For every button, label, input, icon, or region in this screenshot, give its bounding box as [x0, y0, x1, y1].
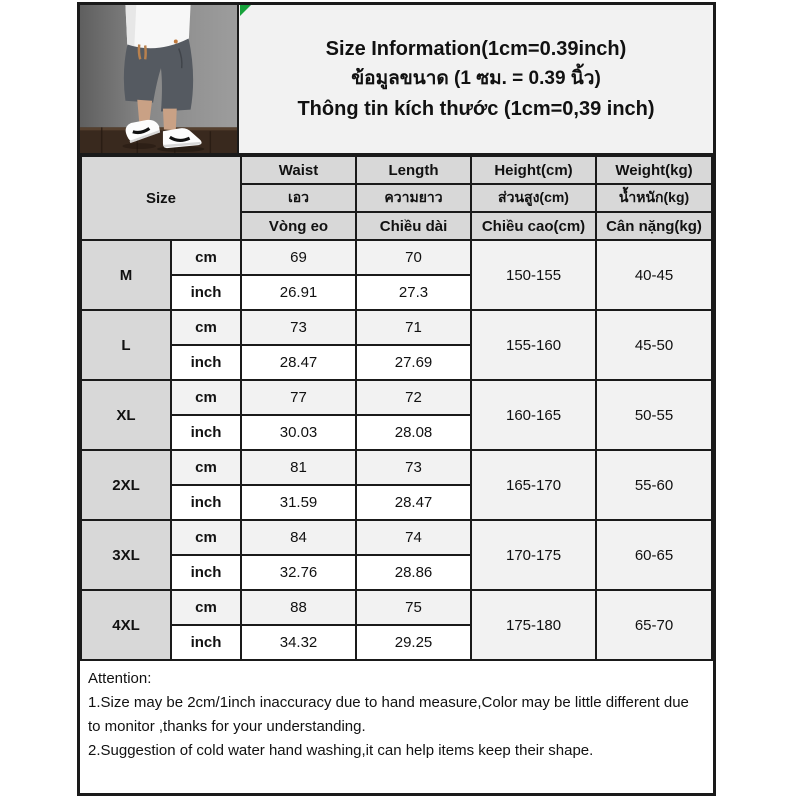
waist-value: 30.03 [241, 415, 356, 450]
col-header-waist-en: Waist [241, 156, 356, 184]
size-column-header: Size [81, 156, 241, 240]
length-value: 72 [356, 380, 471, 415]
length-value: 29.25 [356, 625, 471, 660]
title-english: Size Information(1cm=0.39inch) [325, 38, 627, 60]
height-range: 160-165 [471, 380, 596, 450]
comment-flag-icon [240, 5, 251, 16]
length-value: 27.69 [356, 345, 471, 380]
length-value: 28.08 [356, 415, 471, 450]
length-value: 28.47 [356, 485, 471, 520]
unit-label: inch [171, 345, 241, 380]
waist-value: 69 [241, 240, 356, 275]
length-value: 28.86 [356, 555, 471, 590]
weight-range: 60-65 [596, 520, 712, 590]
col-header-weight-th: น้ำหนัก(kg) [596, 184, 712, 212]
height-range: 150-155 [471, 240, 596, 310]
col-header-length-th: ความยาว [356, 184, 471, 212]
unit-label: cm [171, 520, 241, 555]
unit-label: cm [171, 240, 241, 275]
length-value: 73 [356, 450, 471, 485]
size-label: 3XL [81, 520, 171, 590]
length-value: 75 [356, 590, 471, 625]
height-range: 175-180 [471, 590, 596, 660]
waist-value: 28.47 [241, 345, 356, 380]
col-header-length-vi: Chiều dài [356, 212, 471, 240]
title-vietnamese: Thông tin kích thước (1cm=0,39 inch) [297, 98, 655, 120]
unit-label: cm [171, 310, 241, 345]
unit-label: inch [171, 485, 241, 520]
waist-value: 73 [241, 310, 356, 345]
col-header-waist-th: เอว [241, 184, 356, 212]
title-thai: ข้อมูลขนาด (1 ซม. = 0.39 นิ้ว) [351, 68, 601, 89]
weight-range: 40-45 [596, 240, 712, 310]
height-range: 170-175 [471, 520, 596, 590]
weight-range: 65-70 [596, 590, 712, 660]
weight-range: 45-50 [596, 310, 712, 380]
waist-value: 84 [241, 520, 356, 555]
height-range: 155-160 [471, 310, 596, 380]
attention-line-1: 1.Size may be 2cm/1inch inaccuracy due to hand measure,Color may be little different due to monitor ,thanks for your understanding. [88, 694, 689, 735]
col-header-height-vi: Chiều cao(cm) [471, 212, 596, 240]
unit-label: cm [171, 590, 241, 625]
size-label: 4XL [81, 590, 171, 660]
col-header-length-en: Length [356, 156, 471, 184]
waist-value: 32.76 [241, 555, 356, 590]
col-header-waist-vi: Vòng eo [241, 212, 356, 240]
size-label: M [81, 240, 171, 310]
waist-value: 26.91 [241, 275, 356, 310]
length-value: 74 [356, 520, 471, 555]
unit-label: inch [171, 415, 241, 450]
unit-label: inch [171, 555, 241, 590]
product-photo [80, 5, 239, 153]
attention-heading: Attention: [88, 670, 152, 687]
size-table [80, 155, 713, 661]
size-chart-sheet [77, 2, 716, 796]
weight-range: 55-60 [596, 450, 712, 520]
top-section [80, 5, 713, 155]
length-value: 71 [356, 310, 471, 345]
waist-value: 81 [241, 450, 356, 485]
attention-line-2: 2.Suggestion of cold water hand washing,it can help items keep their shape. [88, 742, 594, 759]
size-label: 2XL [81, 450, 171, 520]
waist-value: 31.59 [241, 485, 356, 520]
waist-value: 34.32 [241, 625, 356, 660]
size-label: L [81, 310, 171, 380]
title-block [239, 5, 713, 153]
col-header-weight-en: Weight(kg) [596, 156, 712, 184]
waist-value: 88 [241, 590, 356, 625]
size-label: XL [81, 380, 171, 450]
weight-range: 50-55 [596, 380, 712, 450]
unit-label: cm [171, 450, 241, 485]
unit-label: inch [171, 275, 241, 310]
height-range: 165-170 [471, 450, 596, 520]
waist-value: 77 [241, 380, 356, 415]
length-value: 70 [356, 240, 471, 275]
col-header-height-th: ส่วนสูง(cm) [471, 184, 596, 212]
col-header-height-en: Height(cm) [471, 156, 596, 184]
attention-note [80, 661, 713, 793]
length-value: 27.3 [356, 275, 471, 310]
unit-label: cm [171, 380, 241, 415]
col-header-weight-vi: Cân nặng(kg) [596, 212, 712, 240]
model-photo-illustration [80, 5, 237, 153]
unit-label: inch [171, 625, 241, 660]
